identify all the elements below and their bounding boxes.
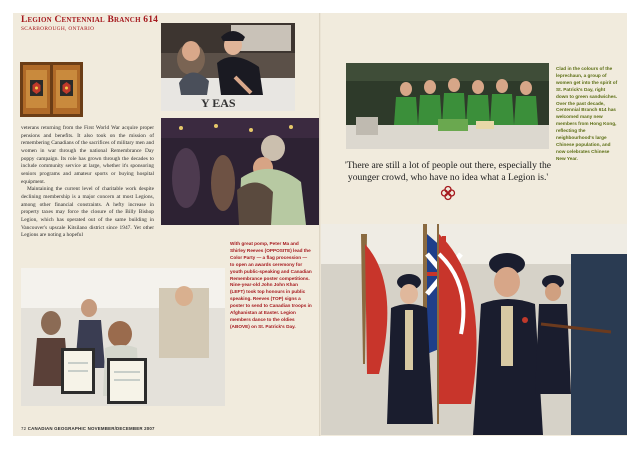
photo-signing-poster	[161, 23, 295, 111]
publication-name: CANADIAN GEOGRAPHIC	[27, 426, 87, 431]
body-paragraph: veterans returning from the First World War acquire proper pensions and benefits. It also took on the mission of remembering Canadians of the sacrifices of military men and women in war through the national Remembrance Day poppy campaign. Its role has grown through the decades to include community service at large, whether it's sponsoring seniors programs and amateur sports or buying hospital equipment.	[21, 125, 154, 185]
section-title: Legion Centennial Branch 614	[21, 15, 159, 25]
body-paragraph: Maintaining the current level of charitable work despite declining membership is a major concern at most Legions, among other financial constraints. A hefty increase in property taxes may force the closure of the Billy Bishop Legion, which has operated out of the same building in Vancouver's upscale Kitsilano district since 1947. Yet other Legions are noting a hopeful	[21, 186, 154, 239]
article-body	[21, 125, 154, 240]
photo-dancing-couple	[161, 118, 319, 225]
photo-legion-doors	[20, 62, 83, 117]
section-subtitle: SCARBOROUGH, ONTARIO	[21, 26, 95, 32]
page-number: 72	[21, 426, 27, 431]
caption-text: Clad in the colours of the leprechaun, a group of women get into the spirit of St. Patrick's Day, right down to green sandwiches. Over the past decade, Centennial Branch 614 has welcomed many new members from Hong Kong, reflecting the neighbourhood's large Chinese population, and now celebrates Chinese New Year.	[556, 66, 618, 161]
caption-color-party	[230, 241, 312, 331]
issue-date: NOVEMBER/DECEMBER 2007	[87, 426, 155, 431]
caption-lead: With great pomp, Peter Ma and Shirley Reeves	[230, 241, 299, 253]
caption-st-patricks	[556, 66, 618, 163]
photo-st-patricks-women	[346, 63, 549, 149]
page-footer	[21, 426, 155, 431]
photo-awards-ceremony	[21, 268, 225, 406]
svg-text:Y EAS: Y EAS	[201, 96, 236, 110]
caption-text: (OPPOSITE) lead the Color Party — a flag procession — to open an awards ceremony for youth public-speaking and Canadian Remembrance poster competitions. Nine-year-old John John Khan (LEFT) took top honours in public speaking. Reeves (TOP) signs a poster to send to Canadian troops in Afghanistan at Easter. Legion members dance to the oldies (ABOVE) on St. Patrick's Day.	[230, 247, 312, 329]
maple-quatrefoil-icon	[440, 185, 456, 201]
pull-quote: 'There are still a lot of people out there, especially the younger crowd, who have no idea what a Legion is.'	[344, 160, 552, 183]
photo-color-party	[321, 224, 627, 435]
